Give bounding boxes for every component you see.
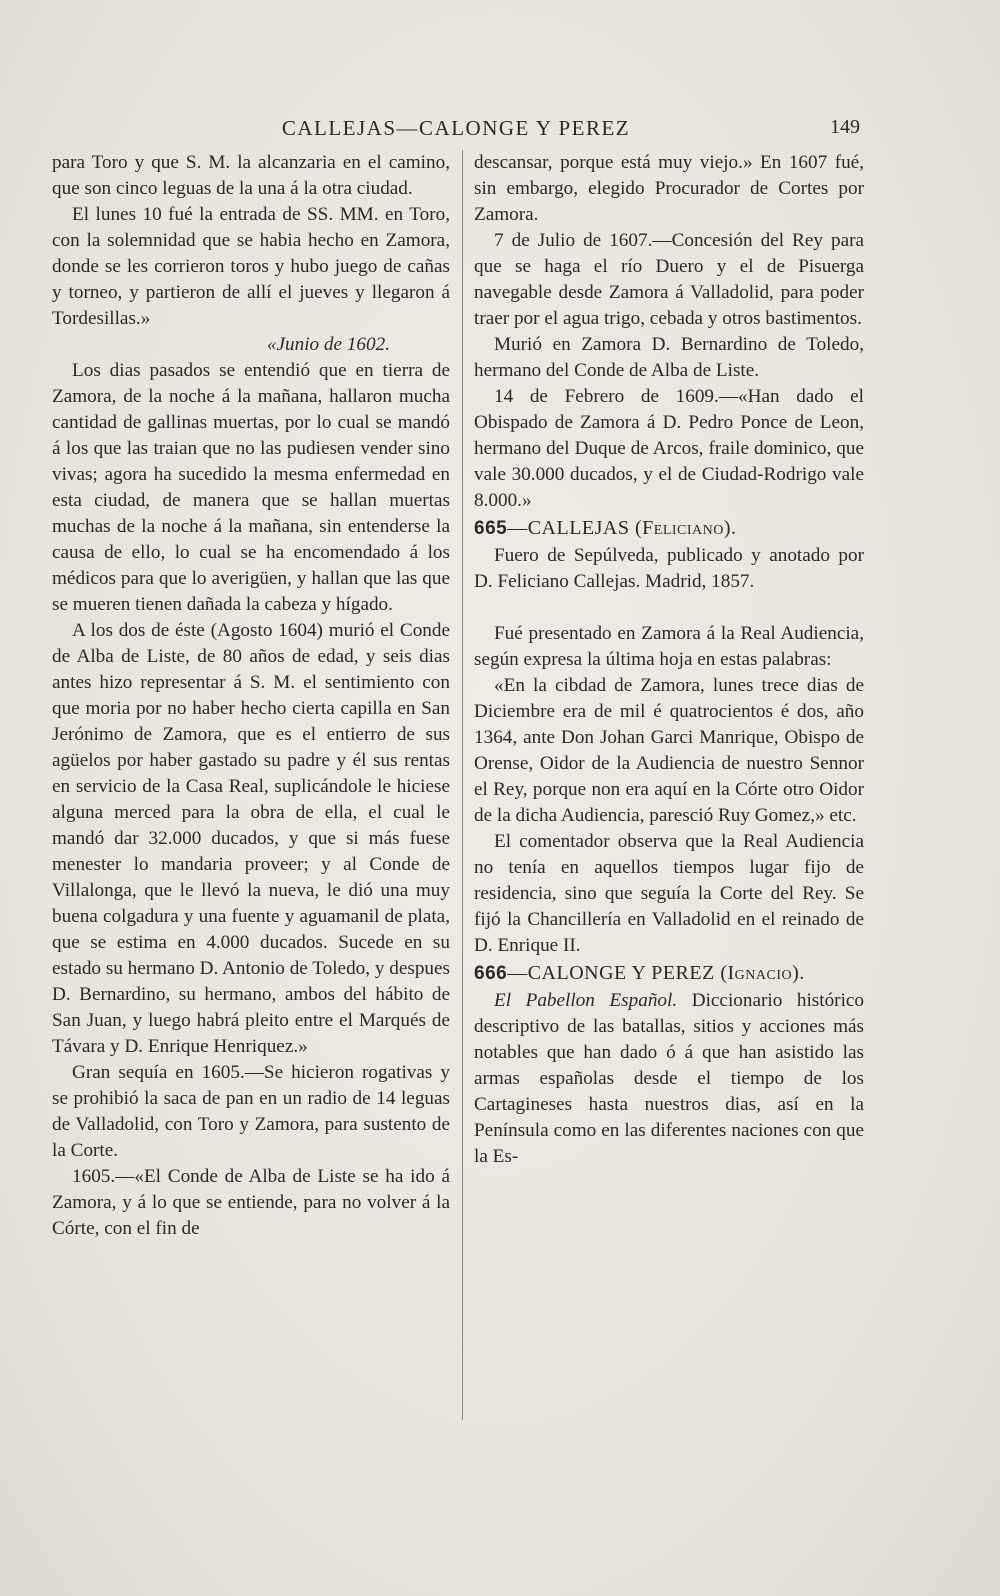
left-paragraph-3: Los dias pasados se entendió que en tierra de Zamora, de la noche á la mañana, hallaron mucha cantidad de gallinas muertas, por lo cual se mandó á los que las traian que no las pudiesen vender sino vivas; agora ha sucedido la mesma enfermedad en esta ciudad, de manera que se hallan muertas muchas de la noche á la mañana, sin entenderse la causa de ello, lo cual se ha encomendado á los médicos para que lo averigüen, y hallan que las que se mueren tienen dañada la cabeza y hígado. [52, 360, 450, 615]
right-paragraph-4: 14 de Febrero de 1609.—«Han dado el Obispado de Zamora á D. Pedro Ponce de Leon, hermano del Duque de Arcos, fraile dominico, que vale 30.000 ducados, y el de Ciudad-Rodrigo vale 8.000.» [474, 386, 864, 511]
entry-666-description [474, 988, 864, 1170]
entry-665-heading [474, 514, 864, 543]
entry-665-paragraph-1: Fué presentado en Zamora á la Real Audiencia, según expresa la última hoja en estas palabras: [474, 623, 864, 670]
entry-665-title: Fuero de Sepúlveda, publicado y anotado por D. Feliciano Callejas. Madrid, 1857. [474, 545, 864, 592]
entry-666-dash: — [507, 962, 528, 984]
entry-666-title: El Pabellon Español. [494, 990, 678, 1011]
running-head [52, 116, 860, 146]
entry-666-heading [474, 959, 864, 988]
left-paragraph-1: para Toro y que S. M. la alcanzaria en el camino, que son cinco leguas de la una á la otra ciudad. [52, 152, 450, 199]
spacer [474, 595, 864, 621]
entry-665-number: 665 [474, 518, 508, 539]
entry-665-name: CALLEJAS [527, 517, 630, 539]
left-paragraph-4: A los dos de éste (Agosto 1604) murió el Conde de Alba de Liste, de 80 años de edad, y seis dias antes hizo representar á S. M. el sentimiento con que moria por no haber hecho cierta capilla en San Jerónimo de Zamora, que es el entierro de sus agüelos por haber gastado su padre y él sus rentas en servicio de la Casa Real, suplicándole le hiciese alguna merced para la obra de ella, el cual le mandó dar 32.000 ducados, y que si más fuese menester lo mandaria proveer; y al Conde de Villalonga, que le llevó la nueva, le dió una muy buena colgadura y una fuente y aguamanil de plata, que se estima en 4.000 ducados. Sucede en su estado su hermano D. Antonio de Toledo, y despues D. Bernardino, su hermano, ambos del hábito de San Juan, y luego habrá pleito entre el Marqués de Távara y D. Enrique Henriquez.» [52, 620, 450, 1057]
entry-665-paragraph-3: El comentador observa que la Real Audiencia no tenía en aquellos tiempos lugar fijo de residencia, sino que seguía la Corte del Rey. Se fijó la Chancillería en Valladolid en el reinado de D. Enrique II. [474, 831, 864, 956]
left-paragraph-5: Gran sequía en 1605.—Se hicieron rogativas y se prohibió la saca de pan en un radio de 14 leguas de Valladolid, con Toro y Zamora, para sustento de la Corte. [52, 1062, 450, 1161]
right-column [474, 150, 864, 1170]
right-paragraph-1: descansar, porque está muy viejo.» En 1607 fué, sin embargo, elegido Procurador de Cortes por Zamora. [474, 152, 864, 225]
entry-666-name: CALONGE Y PEREZ [527, 962, 715, 984]
entry-665-dash: — [507, 517, 528, 539]
entry-666-number: 666 [474, 963, 508, 984]
page-number: 149 [830, 116, 860, 138]
left-column [52, 150, 450, 1242]
left-paragraph-6: 1605.—«El Conde de Alba de Liste se ha ido á Zamora, y á lo que se entiende, para no volver á la Córte, con el fin de [52, 1166, 450, 1239]
running-title: CALLEJAS—CALONGE Y PEREZ [281, 116, 631, 140]
right-paragraph-2: 7 de Julio de 1607.—Concesión del Rey para que se haga el río Duero y el de Pisuerga navegable desde Zamora á Valladolid, para poder traer por el agua trigo, cebada y otros bastimentos. [474, 230, 864, 329]
right-paragraph-3: Murió en Zamora D. Bernardino de Toledo, hermano del Conde de Alba de Liste. [474, 334, 864, 381]
column-divider [462, 150, 463, 1420]
entry-665-paragraph-2: «En la cibdad de Zamora, lunes trece dias de Diciembre era de mil é quatrocientos é dos, año 1364, ante Don Johan Garci Manrique, Obispo de Orense, Oidor de la Audiencia de nuestro Sennor el Rey, porque non era aquí en la Córte otro Oidor de la dicha Audiencia, paresció Ruy Gomez,» etc. [474, 675, 864, 826]
dateline: «Junio de 1602. [266, 334, 390, 355]
entry-666-title-rest: Diccionario histórico descriptivo de las batallas, sitios y acciones más notables que han dado ó á que han asistido las armas españolas desde el tiempo de los Cartagineses hasta nuestros dias, así en la Península como en las diferentes naciones con que la Es- [474, 990, 865, 1167]
entry-665-given-name: (Feliciano). [635, 517, 737, 539]
entry-666-given-name: (Ignacio). [720, 962, 805, 984]
left-paragraph-2: El lunes 10 fué la entrada de SS. MM. en Toro, con la solemnidad que se habia hecho en Zamora, donde se les corrieron toros y hubo juego de cañas y torneo, y partieron de allí el jueves y llegaron á Tordesillas.» [52, 204, 450, 329]
